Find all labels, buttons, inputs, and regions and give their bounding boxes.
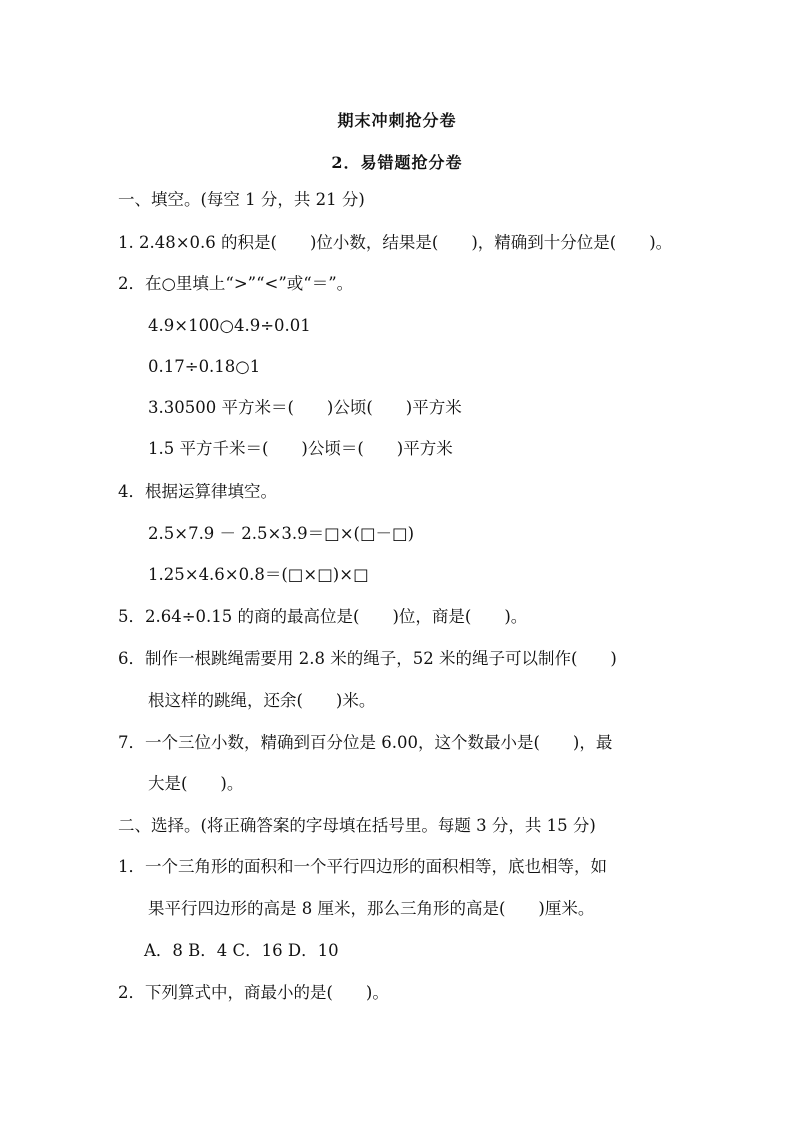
question-1-3a: 3.30500 平方米＝( )公顷( )平方米 — [148, 398, 462, 417]
question-1-1: 1. 2.48×0.6 的积是( )位小数，结果是( )，精确到十分位是( )。 — [118, 233, 673, 252]
question-2-2: 2．下列算式中，商最小的是( )。 — [118, 983, 389, 1002]
question-1-3b: 1.5 平方千米＝( )公顷＝( )平方米 — [148, 439, 453, 458]
page-title: 期末冲刺抢分卷 — [337, 111, 457, 130]
question-1-4: 4．根据运算律填空。 — [118, 482, 277, 501]
question-2-1-line-2: 果平行四边形的高是 8 厘米，那么三角形的高是( )厘米。 — [148, 899, 595, 918]
question-1-7-line-1: 7．一个三位小数，精确到百分位是 6.00，这个数最小是( )，最 — [118, 733, 613, 752]
question-1-6-line-1: 6．制作一根跳绳需要用 2.8 米的绳子，52 米的绳子可以制作( ) — [118, 649, 617, 668]
question-1-4b: 1.25×4.6×0.8＝(□×□)×□ — [148, 565, 369, 584]
question-1-5: 5．2.64÷0.15 的商的最高位是( )位，商是( )。 — [118, 607, 528, 626]
question-2-1-options: A．8 B．4 C．16 D．10 — [144, 941, 339, 960]
question-1-4a: 2.5×7.9 － 2.5×3.9＝□×(□－□) — [148, 524, 415, 543]
question-1-6-line-2: 根这样的跳绳，还余( )米。 — [148, 691, 376, 710]
question-1-7-line-2: 大是( )。 — [148, 774, 244, 793]
question-1-2a: 4.9×100○4.9÷0.01 — [148, 316, 311, 335]
question-1-2b: 0.17÷0.18○1 — [148, 357, 261, 376]
question-2-1-line-1: 1．一个三角形的面积和一个平行四边形的面积相等，底也相等，如 — [118, 857, 607, 876]
page-subtitle: 2．易错题抢分卷 — [331, 153, 463, 172]
question-1-2: 2．在○里填上“>”“<”或“＝”。 — [118, 274, 354, 293]
section-2-heading: 二、选择。(将正确答案的字母填在括号里。每题 3 分，共 15 分) — [118, 816, 596, 835]
section-1-heading: 一、填空。(每空 1 分，共 21 分) — [118, 190, 365, 209]
